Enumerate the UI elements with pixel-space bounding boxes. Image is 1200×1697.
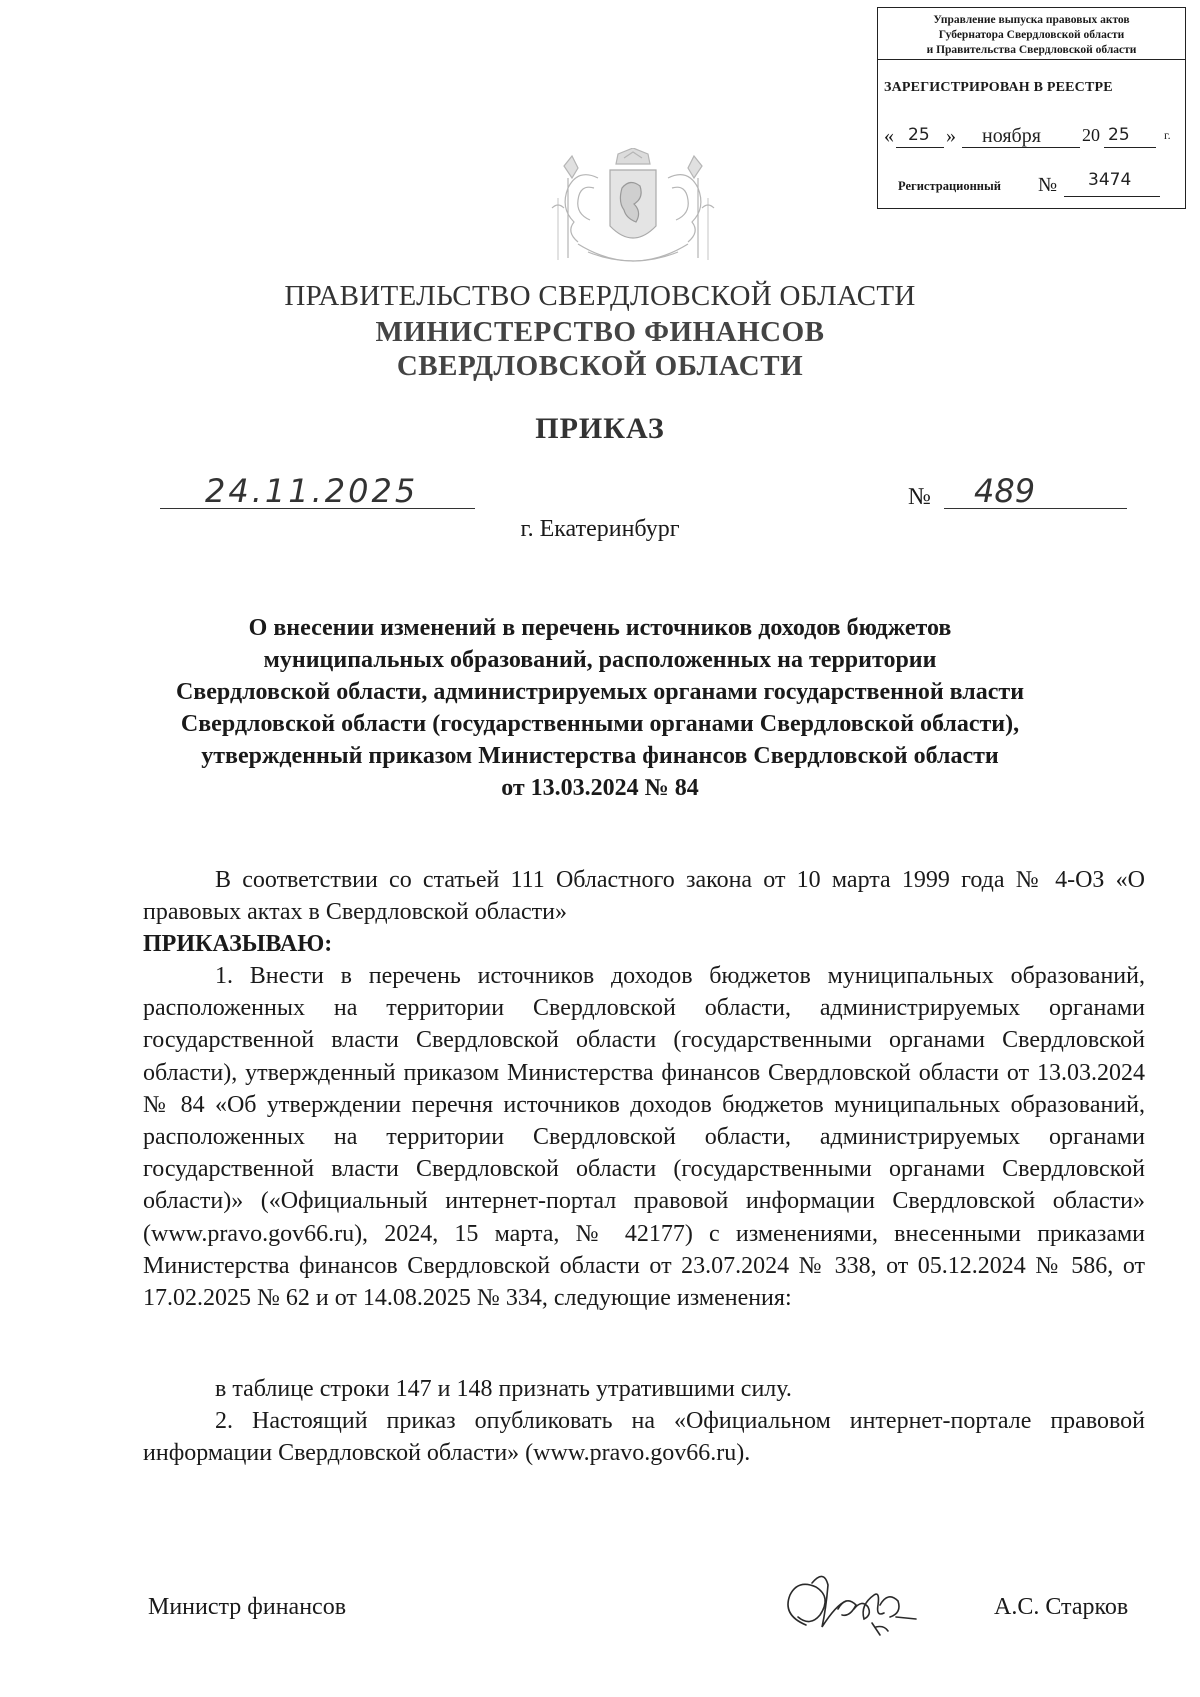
stamp-header [878,8,1185,60]
orders-keyword: ПРИКАЗЫВАЮ: [143,931,333,957]
coat-of-arms-icon [538,148,728,273]
item-1: 1. Внести в перечень источников доходов бюджетов муниципальных образований, расположенных на территории Свердловской области, администрируемых органами государственной власти Свердловской области (государственными органами Свердловской области), утвержденный приказом Министерства финансов Свердловской области от 13.03.2024 № 84 «Об утверждении перечня источников доходов бюджетов муниципальных образований, расположенных на территории Свердловской области, администрируемых органами государственной власти Свердловской области (государственными органами Свердловской области)» («Официальный интернет-портал правовой информации Свердловской области» (www.pravo.gov66.ru), 2024, 15 марта, № 42177) с изменениями, внесенными приказами Министерства финансов Свердловской области от 23.07.2024 № 338, от 05.12.2024 № 586, от 17.02.2025 № 62 и от 14.08.2025 № 334, следующие изменения: [143,963,1145,1312]
document-type: ПРИКАЗ [535,412,665,445]
stamp-header-line: Губернатора Свердловской области [938,29,1125,41]
subject-line: Свердловской области (государственными органами Свердловской области), [180,711,1020,737]
stamp-registration-number [898,170,1178,198]
stamp-date [884,125,1181,149]
stamp-quote-open: « [884,125,894,147]
stamp-month: ноября [982,125,1041,147]
stamp-reg-label: Регистрационный [898,179,1001,193]
stamp-header-line: Управление выпуска правовых актов [933,14,1130,26]
order-number-sign: № [908,484,931,510]
subject-line: О внесении изменений в перечень источников доходов бюджетов [248,615,952,641]
stamp-reg-number: 3474 [1088,170,1132,190]
stamp-year-suffix: 25 [1108,125,1130,145]
handwritten-signature-icon [776,1565,936,1641]
city: г. Екатеринбург [520,516,680,542]
registration-stamp [877,7,1186,209]
item-2: 2. Настоящий приказ опубликовать на «Официальном интернет-портале правовой информации Свердловской области» (www.pravo.gov66.ru). [143,1408,1145,1467]
stamp-registered-label: ЗАРЕГИСТРИРОВАН В РЕЕСТРЕ [884,80,1113,95]
stamp-year-prefix: 20 [1082,125,1100,145]
stamp-num-sign: № [1038,174,1058,196]
stamp-year-abbr: г. [1164,128,1171,142]
order-date-field [160,472,475,509]
government-title: ПРАВИТЕЛЬСТВО СВЕРДЛОВСКОЙ ОБЛАСТИ [284,280,916,312]
subject-line: муниципальных образований, расположенных на территории [263,647,937,673]
subject-line: Свердловской области, администрируемых органами государственной власти [175,679,1025,705]
ministry-title-line1: МИНИСТЕРСТВО ФИНАНСОВ [375,316,825,348]
order-number-field [944,472,1127,509]
stamp-header-line: и Правительства Свердловской области [926,44,1137,56]
item-1-change: в таблице строки 147 и 148 признать утратившими силу. [215,1376,792,1402]
order-number: 489 [974,472,1036,510]
stamp-day: 25 [908,125,930,145]
subject-line: от 13.03.2024 № 84 [501,775,699,801]
order-date: 24.11.2025 [205,472,419,510]
signatory-title: Министр финансов [148,1594,347,1620]
preamble: В соответствии со статьей 111 Областного закона от 10 марта 1999 года № 4-ОЗ «О правовых актах в Свердловской области» [143,867,1145,926]
stamp-quote-close: » [946,125,956,147]
signatory-name: А.С. Старков [994,1594,1129,1620]
subject-line: утвержденный приказом Министерства финансов Свердловской области [201,743,999,769]
ministry-title-line2: СВЕРДЛОВСКОЙ ОБЛАСТИ [396,350,804,382]
order-subject [130,612,1070,804]
